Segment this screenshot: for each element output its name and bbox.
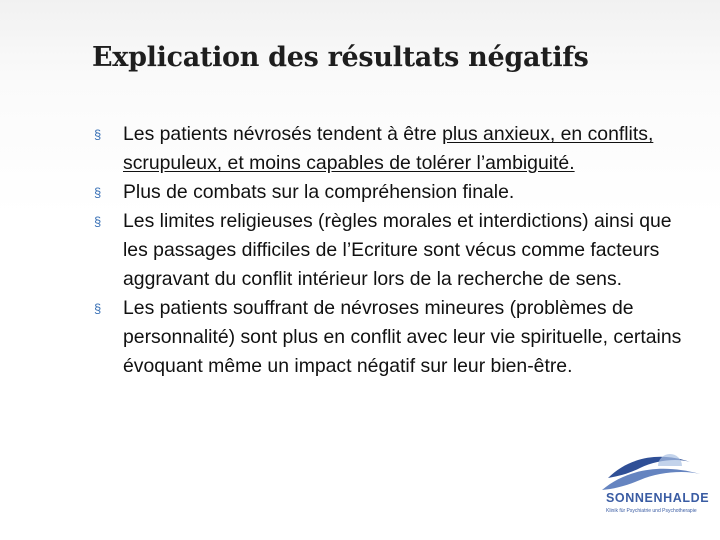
bullet-text-underlined: plus anxieux, en conflits, scrupuleux, et moins capables de tolérer l’ambiguité.	[123, 123, 654, 174]
bullet-item	[92, 120, 692, 178]
bullet-marker: §	[94, 185, 102, 200]
bullet-text: Les limites religieuses (règles morales et interdictions) ainsi que les passages difficiles de l’Ecriture sont vécus comme facteurs aggravant du conflit intérieur lors de la recherche de sens.	[123, 210, 672, 290]
bullet-item	[92, 207, 692, 294]
slide-title: Explication des résultats négatifs	[92, 42, 589, 73]
logo-sun-icon	[658, 454, 682, 466]
bullet-marker: §	[94, 214, 102, 229]
bullet-marker: §	[94, 301, 102, 316]
bullet-item	[92, 178, 692, 207]
logo-name: SONNENHALDE	[606, 491, 710, 505]
bullet-text: Les patients souffrant de névroses mineures (problèmes de personnalité) sont plus en conflit avec leur vie spirituelle, certains évoquant même un impact négatif sur leur bien-être.	[123, 297, 682, 377]
logo-tagline: Klinik für Psychiatrie und Psychotherapie	[606, 508, 697, 514]
bullet-marker: §	[94, 127, 102, 142]
bullet-item	[92, 294, 692, 381]
bullet-text: Les patients névrosés tendent à être	[123, 123, 443, 145]
sonnenhalde-logo	[600, 446, 720, 540]
bullet-text: Plus de combats sur la compréhension finale.	[123, 181, 515, 203]
bullet-list	[92, 120, 692, 381]
